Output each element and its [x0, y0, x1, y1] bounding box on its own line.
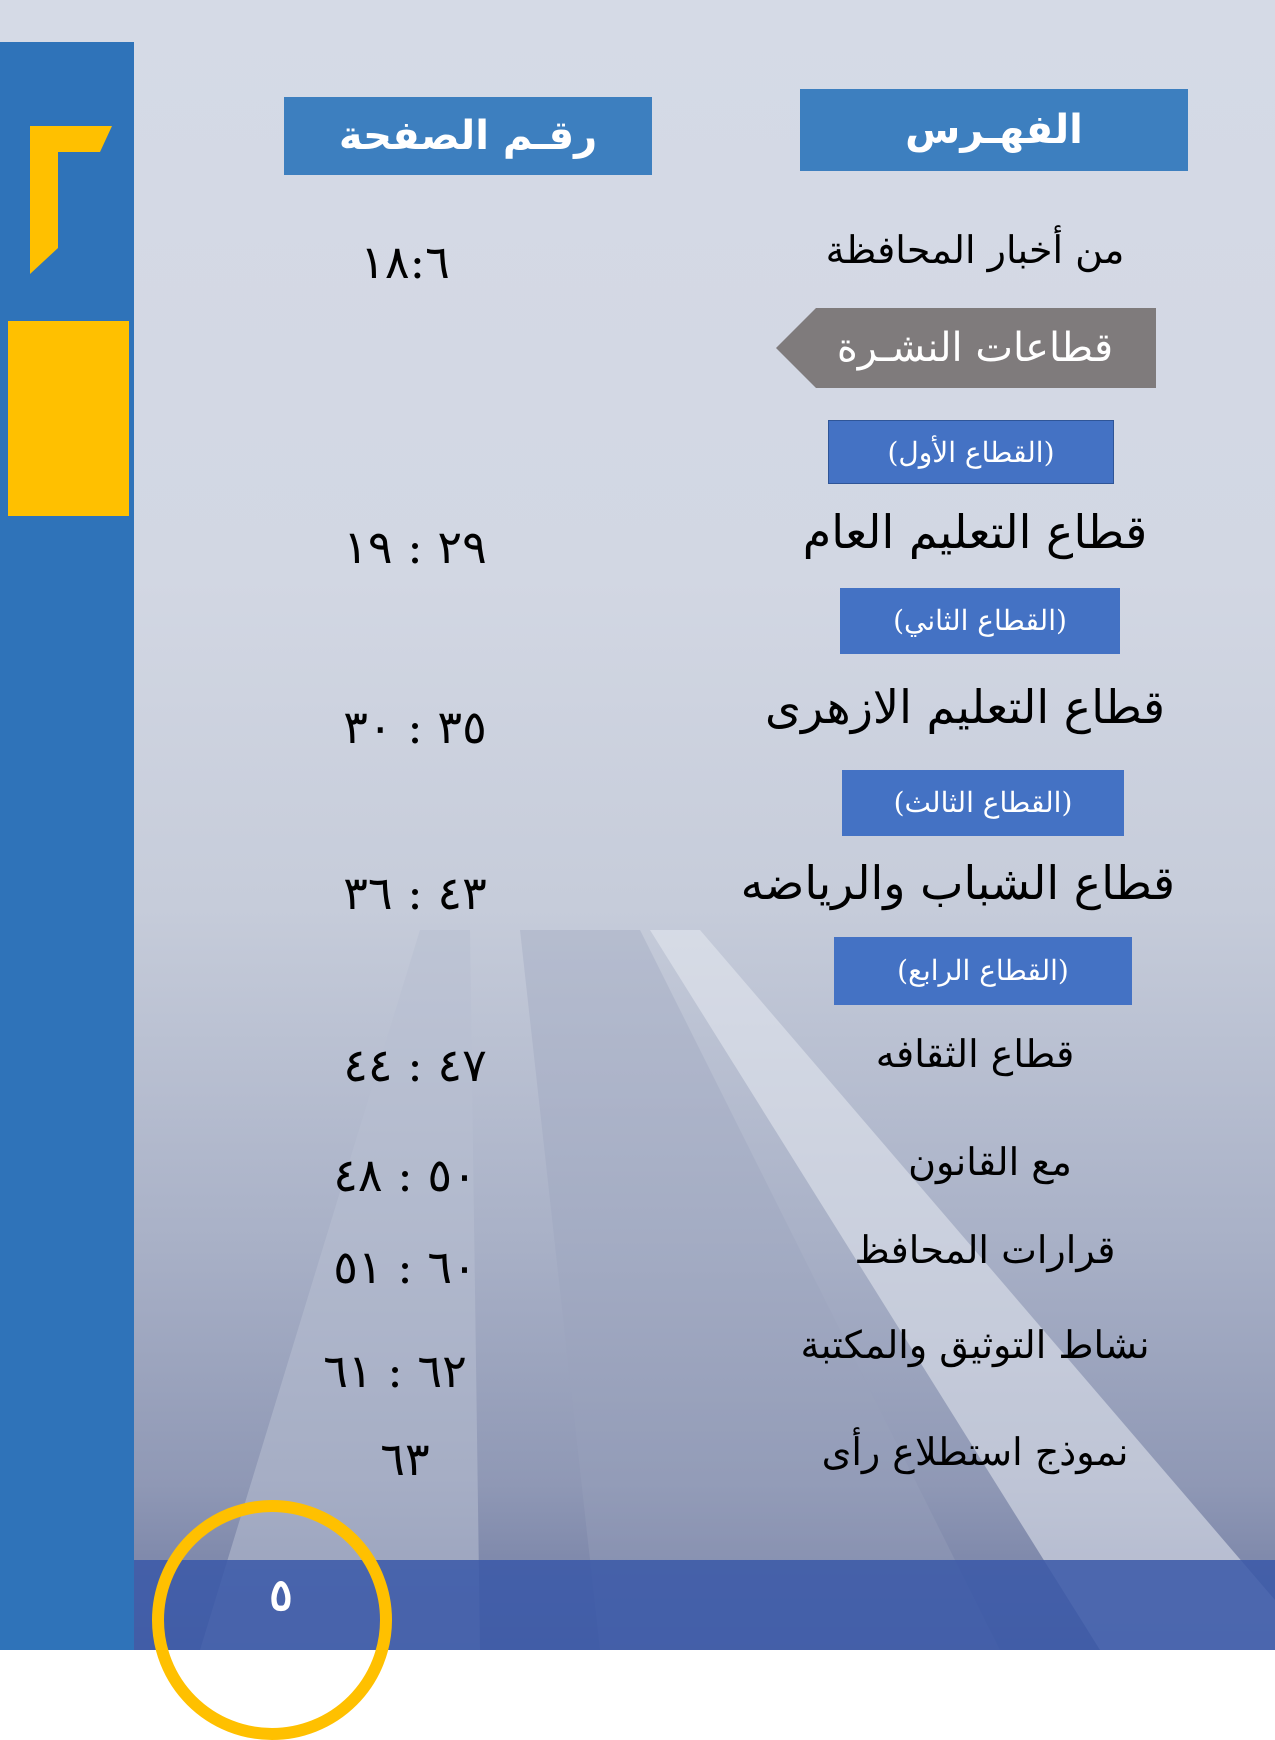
sector-badge: (القطاع الثالث)	[842, 770, 1124, 836]
toc-entry-pages: ٤٣ : ٣٦	[343, 866, 487, 920]
toc-entry-title: من أخبار المحافظة	[825, 228, 1125, 272]
toc-entry-title: مع القانون	[908, 1140, 1072, 1184]
yellow-accent-block	[8, 321, 129, 516]
toc-entry-title: نموذج استطلاع رأى	[821, 1430, 1129, 1474]
toc-entry-title: قطاع التعليم العام	[802, 505, 1148, 559]
toc-entry-pages: ٥٠ : ٤٨	[333, 1148, 477, 1202]
toc-entry-pages: ٦٢ : ٦١	[323, 1344, 467, 1398]
corner-bracket-decoration	[30, 126, 112, 274]
toc-entry-title: قرارات المحافظ	[854, 1228, 1116, 1272]
toc-entry-pages: ٢٩ : ١٩	[343, 520, 487, 574]
toc-entry-title: قطاع الشباب والرياضه	[740, 856, 1175, 910]
sector-badge: (القطاع الثاني)	[840, 588, 1120, 654]
toc-entry-title: قطاع التعليم الازهرى	[765, 680, 1165, 734]
toc-entry-pages: ١٨:٦	[360, 235, 450, 289]
page-number: ٥	[269, 1570, 293, 1621]
sector-badge: (القطاع الأول)	[828, 420, 1114, 484]
toc-entry-pages: ٦٠ : ٥١	[333, 1240, 477, 1294]
sector-badge: (القطاع الرابع)	[834, 937, 1132, 1005]
toc-entry-pages: ٣٥ : ٣٠	[343, 700, 487, 754]
left-sidebar-bar	[0, 42, 134, 1650]
toc-entry-title: نشاط التوثيق والمكتبة	[800, 1323, 1150, 1367]
toc-entry-pages: ٤٧ : ٤٤	[343, 1038, 487, 1092]
index-header: الفهـرس	[800, 89, 1188, 171]
toc-entry-pages: ٦٣	[380, 1432, 430, 1486]
page-number-header: رقـم الصفحة	[284, 97, 652, 175]
toc-entry-title: قطاع الثقافه	[875, 1032, 1075, 1076]
sections-banner-title: قطاعات النشـرة	[836, 325, 1114, 371]
